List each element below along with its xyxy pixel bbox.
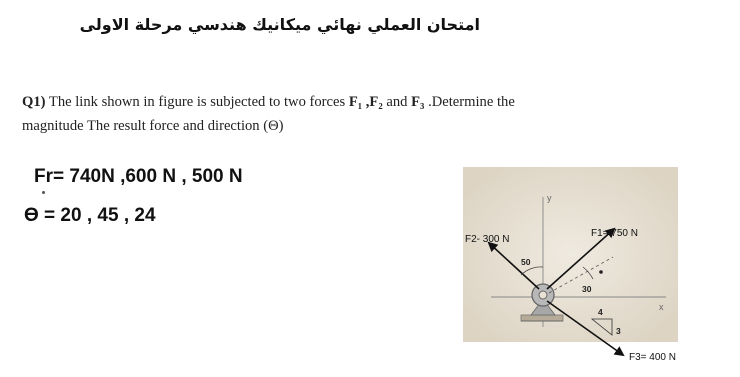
angles-line: ϴ = 20 , 45 , 24	[24, 205, 156, 226]
f3-label: F3= 400 N	[629, 352, 676, 363]
figure-background	[463, 167, 678, 342]
question-and: and	[386, 94, 408, 110]
f2-label: F2- 300 N	[465, 234, 510, 245]
exam-title-arabic: امتحان العملي نهائي ميكانيك هندسي مرحلة الاولى	[79, 15, 480, 34]
question-number: Q1)	[22, 94, 46, 110]
resultant-forces-line: Fr= 740N ,600 N , 500 N	[34, 166, 243, 187]
y-axis-label: y	[547, 193, 552, 203]
force-f3: F₃	[411, 94, 425, 110]
pin-hole	[539, 291, 547, 299]
angle-50-label: 50	[521, 257, 531, 267]
forces-f1-f2: F₁ ,F₂	[348, 94, 383, 110]
angle-30-label: 30	[582, 284, 592, 294]
f1-label: F1= 750 N	[591, 228, 638, 239]
x-axis-label: x	[659, 302, 664, 312]
force-diagram	[461, 167, 740, 372]
force-diagram-svg	[461, 167, 740, 372]
question-text-part2: .Determine the	[428, 94, 515, 110]
question-text-part1: The link shown in figure is subjected to two forces	[48, 94, 346, 110]
question-text	[22, 90, 697, 138]
mark-dot	[599, 270, 603, 274]
question-line2: magnitude The result force and direction (Θ)	[22, 118, 284, 134]
ground-support	[521, 315, 563, 321]
slope-4-label: 4	[598, 307, 603, 317]
slope-3-label: 3	[616, 326, 621, 336]
stray-dot	[42, 191, 45, 194]
